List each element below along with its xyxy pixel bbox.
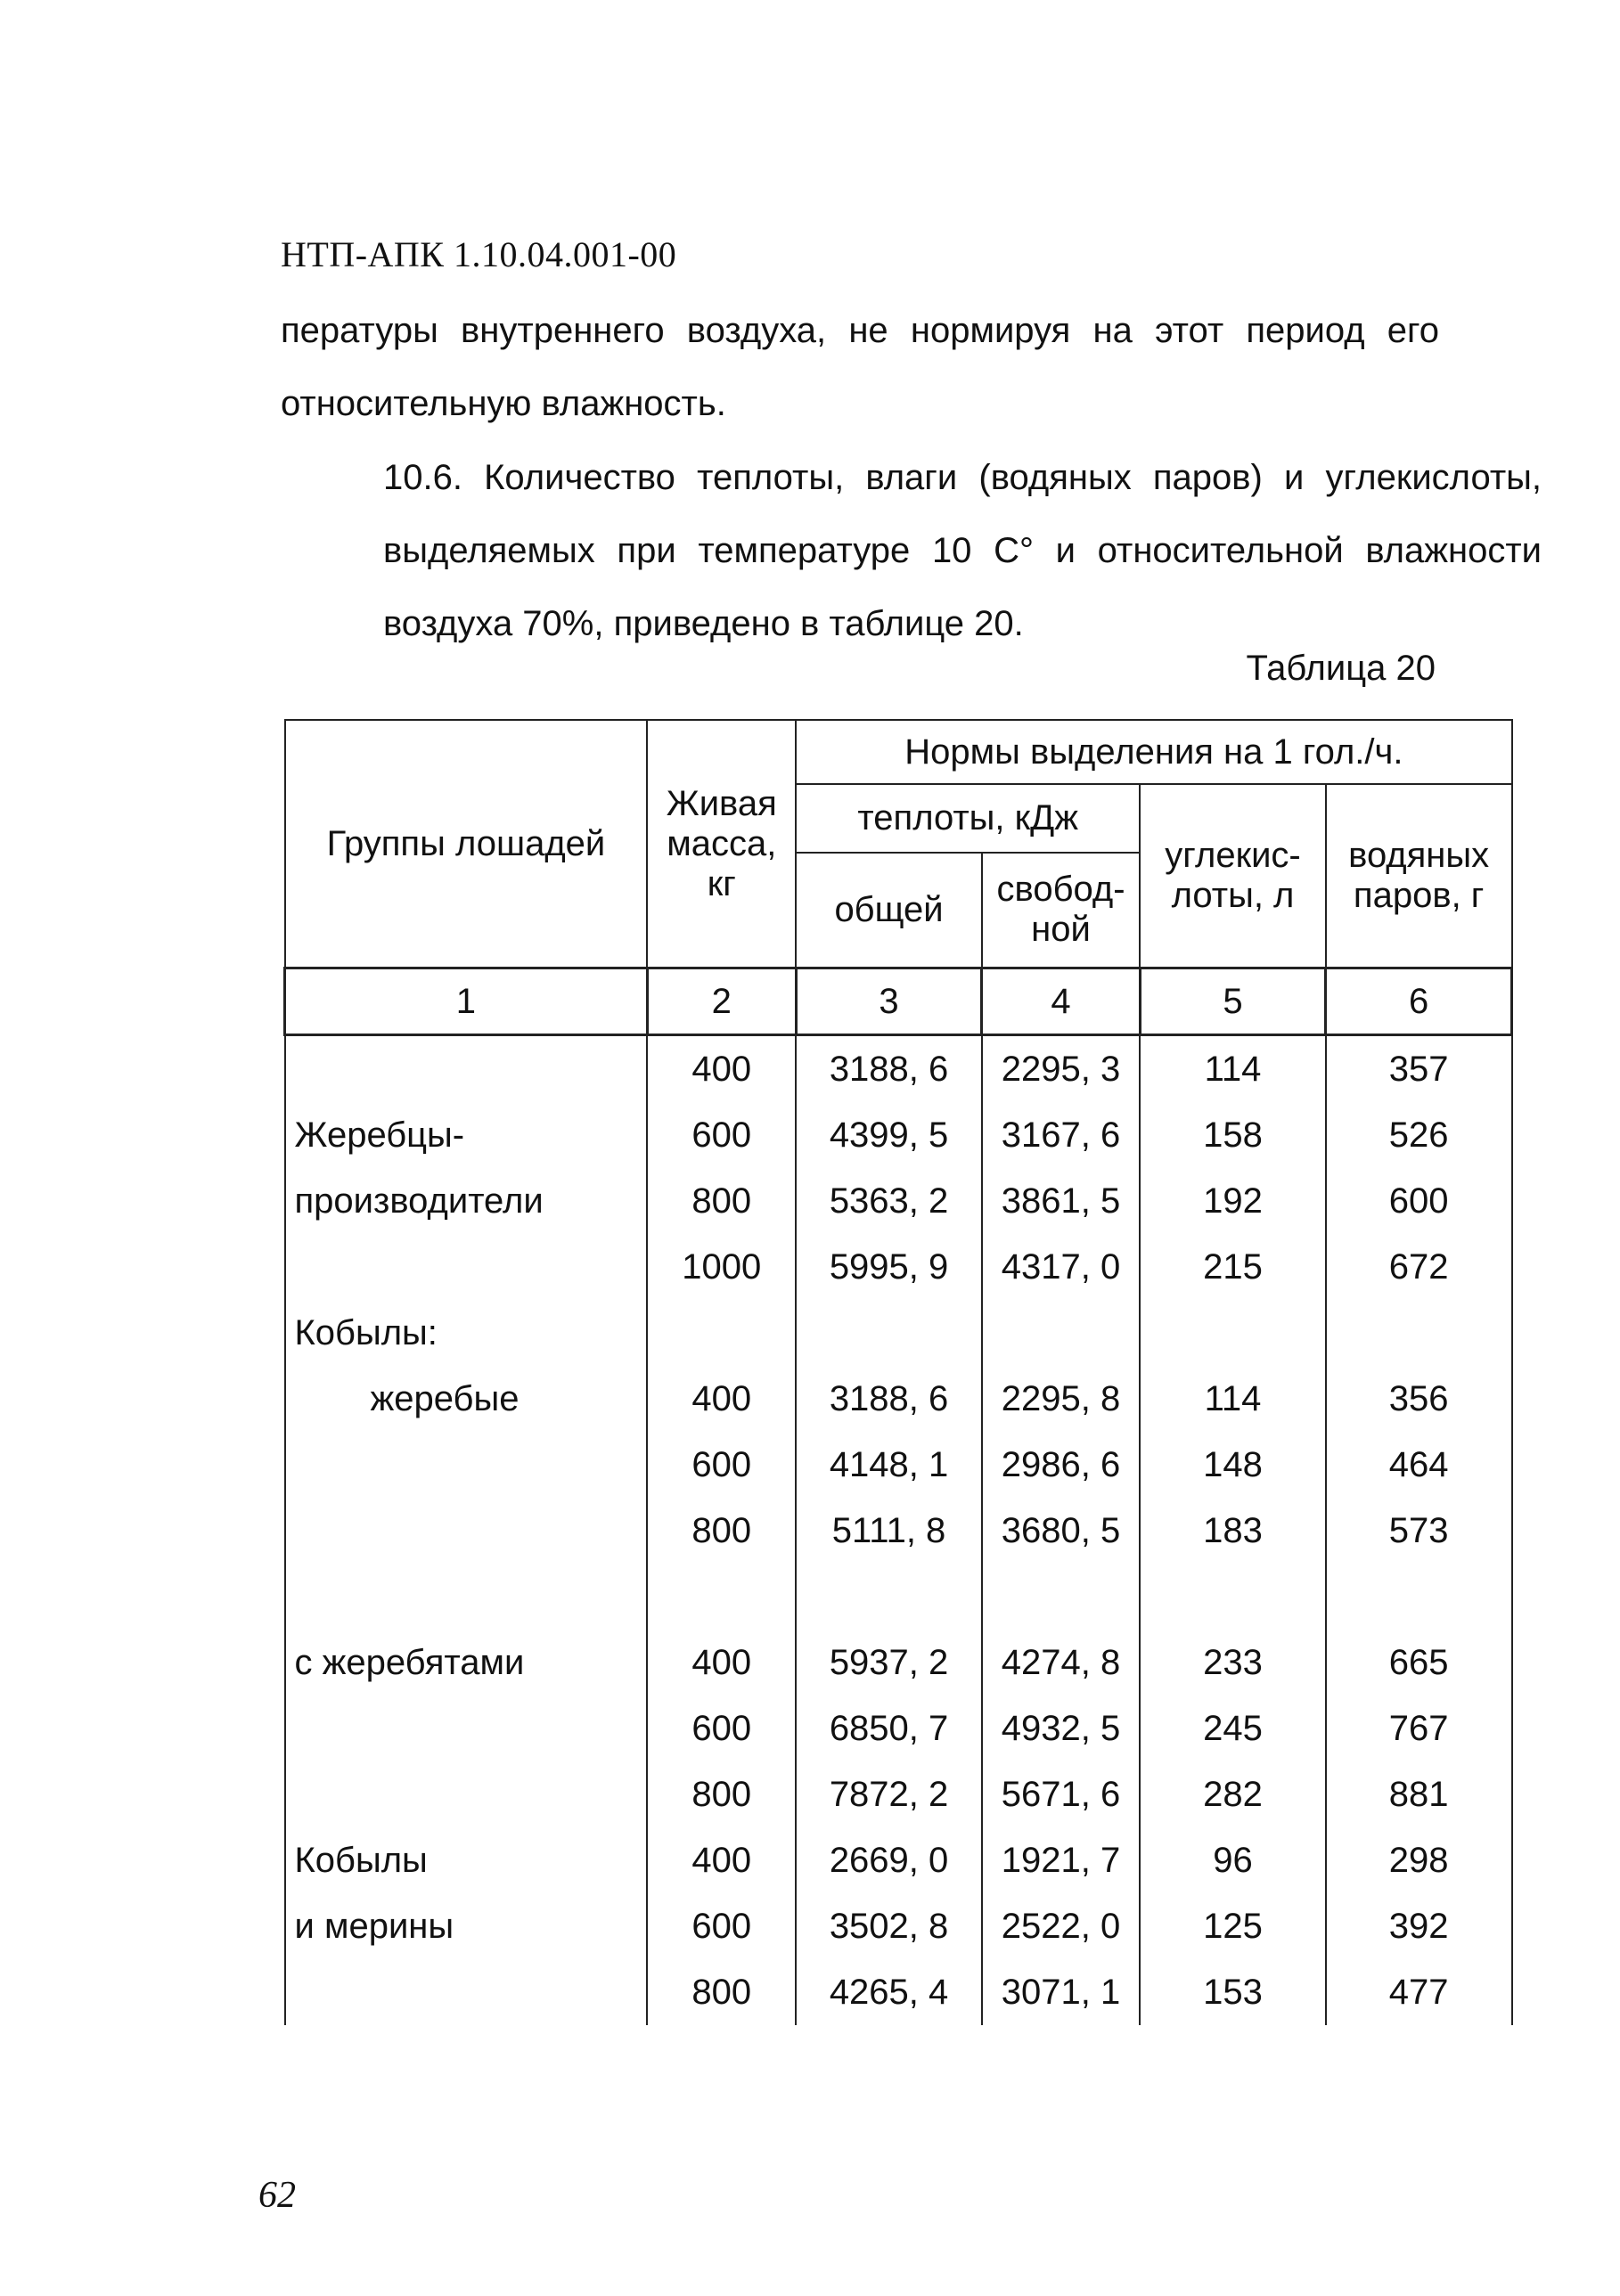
- col-number: 1: [285, 968, 648, 1035]
- cell-group: жеребые: [285, 1366, 648, 1432]
- cell-mass: 600: [647, 1432, 796, 1498]
- cell-heat-free: 2295, 8: [982, 1366, 1140, 1432]
- table-row: [285, 1695, 1512, 1761]
- cell-co2: 125: [1140, 1893, 1326, 1959]
- col-number: 2: [647, 968, 796, 1035]
- cell-group: Жеребцы-: [285, 1102, 648, 1168]
- cell-heat-free: 4274, 8: [982, 1630, 1140, 1695]
- cell-mass: 1000: [647, 1234, 796, 1300]
- cell-mass: 400: [647, 1035, 796, 1103]
- paragraph-continuation: пературы внутреннего воздуха, не нормируя на этот период его относительную влажность.: [281, 311, 1439, 423]
- cell-group: Кобылы:: [285, 1300, 648, 1366]
- cell-heat-total: 3502, 8: [796, 1893, 982, 1959]
- cell-co2: 148: [1140, 1432, 1326, 1498]
- cell-group: Кобылы: [285, 1827, 648, 1893]
- cell-group: [285, 1959, 648, 2025]
- page-number: 62: [258, 2175, 296, 2216]
- table-row: [285, 1432, 1512, 1498]
- cell-heat-total: 4399, 5: [796, 1102, 982, 1168]
- header-co2: углекис-лоты, л: [1140, 784, 1326, 968]
- header-heat-total: общей: [796, 853, 982, 968]
- cell-group: [285, 1564, 648, 1630]
- table-row: [285, 1893, 1512, 1959]
- cell-heat-total: 5995, 9: [796, 1234, 982, 1300]
- cell-heat-free: 3680, 5: [982, 1498, 1140, 1564]
- cell-mass: 600: [647, 1893, 796, 1959]
- cell-group: [285, 1761, 648, 1827]
- cell-vapor: [1326, 1564, 1512, 1630]
- cell-heat-free: 2522, 0: [982, 1893, 1140, 1959]
- cell-mass: 800: [647, 1761, 796, 1827]
- col-number: 5: [1140, 968, 1326, 1035]
- header-vapor: водяных паров, г: [1326, 784, 1512, 968]
- cell-co2: 96: [1140, 1827, 1326, 1893]
- cell-heat-free: 1921, 7: [982, 1827, 1140, 1893]
- cell-mass: 400: [647, 1630, 796, 1695]
- cell-heat-free: [982, 1564, 1140, 1630]
- horse-emissions-table: [283, 719, 1513, 2025]
- cell-vapor: 573: [1326, 1498, 1512, 1564]
- col-number: 4: [982, 968, 1140, 1035]
- cell-vapor: 464: [1326, 1432, 1512, 1498]
- cell-mass: 400: [647, 1366, 796, 1432]
- cell-group: [285, 1234, 648, 1300]
- cell-heat-total: 5937, 2: [796, 1630, 982, 1695]
- cell-heat-total: 5363, 2: [796, 1168, 982, 1234]
- cell-group: [285, 1498, 648, 1564]
- cell-vapor: [1326, 1300, 1512, 1366]
- cell-group: [285, 1035, 648, 1103]
- cell-co2: [1140, 1300, 1326, 1366]
- cell-mass: 400: [647, 1827, 796, 1893]
- cell-vapor: 600: [1326, 1168, 1512, 1234]
- cell-vapor: 298: [1326, 1827, 1512, 1893]
- header-heat: теплоты, кДж: [796, 784, 1140, 853]
- cell-heat-total: 4148, 1: [796, 1432, 982, 1498]
- cell-co2: 158: [1140, 1102, 1326, 1168]
- cell-group: [285, 1695, 648, 1761]
- table-row: [285, 1102, 1512, 1168]
- cell-vapor: 881: [1326, 1761, 1512, 1827]
- cell-mass: 800: [647, 1959, 796, 2025]
- header-norms: Нормы выделения на 1 гол./ч.: [796, 720, 1511, 784]
- table-row: [285, 1630, 1512, 1695]
- cell-co2: 245: [1140, 1695, 1326, 1761]
- cell-co2: 153: [1140, 1959, 1326, 2025]
- table-row: [285, 1959, 1512, 2025]
- table-row: [285, 1366, 1512, 1432]
- cell-vapor: 665: [1326, 1630, 1512, 1695]
- cell-heat-free: 3167, 6: [982, 1102, 1140, 1168]
- cell-co2: 192: [1140, 1168, 1326, 1234]
- document-code: НТП-АПК 1.10.04.001-00: [281, 234, 677, 274]
- cell-heat-total: 7872, 2: [796, 1761, 982, 1827]
- cell-group: [285, 1432, 648, 1498]
- cell-heat-total: 6850, 7: [796, 1695, 982, 1761]
- cell-heat-total: 4265, 4: [796, 1959, 982, 2025]
- cell-vapor: 357: [1326, 1035, 1512, 1103]
- cell-vapor: 672: [1326, 1234, 1512, 1300]
- cell-mass: 800: [647, 1168, 796, 1234]
- cell-co2: 282: [1140, 1761, 1326, 1827]
- cell-heat-total: 5111, 8: [796, 1498, 982, 1564]
- header-heat-free: свобод-ной: [982, 853, 1140, 968]
- cell-group: производители: [285, 1168, 648, 1234]
- cell-co2: 233: [1140, 1630, 1326, 1695]
- cell-heat-total: 3188, 6: [796, 1035, 982, 1103]
- table-row: [285, 1498, 1512, 1564]
- cell-heat-free: 4932, 5: [982, 1695, 1140, 1761]
- cell-co2: [1140, 1564, 1326, 1630]
- table-row: [285, 1761, 1512, 1827]
- paragraph-10-6: 10.6. Количество теплоты, влаги (водяных паров) и углекислоты, выделяемых при температуре 10 С° и относительной влажности воздуха 70%, приведено в таблице 20.: [383, 458, 1542, 643]
- col-number: 3: [796, 968, 982, 1035]
- cell-vapor: 356: [1326, 1366, 1512, 1432]
- cell-heat-total: 2669, 0: [796, 1827, 982, 1893]
- cell-mass: 600: [647, 1102, 796, 1168]
- cell-co2: 114: [1140, 1366, 1326, 1432]
- col-number: 6: [1326, 968, 1512, 1035]
- table-row: [285, 1168, 1512, 1234]
- cell-co2: 183: [1140, 1498, 1326, 1564]
- cell-vapor: 767: [1326, 1695, 1512, 1761]
- cell-vapor: 392: [1326, 1893, 1512, 1959]
- cell-group: и мерины: [285, 1893, 648, 1959]
- cell-group: с жеребятами: [285, 1630, 648, 1695]
- cell-heat-total: [796, 1564, 982, 1630]
- cell-heat-free: [982, 1300, 1140, 1366]
- cell-mass: 600: [647, 1695, 796, 1761]
- cell-vapor: 477: [1326, 1959, 1512, 2025]
- cell-mass: [647, 1564, 796, 1630]
- cell-vapor: 526: [1326, 1102, 1512, 1168]
- cell-heat-free: 3861, 5: [982, 1168, 1140, 1234]
- cell-heat-free: 4317, 0: [982, 1234, 1140, 1300]
- header-group: Группы лошадей: [285, 720, 648, 968]
- cell-heat-free: 3071, 1: [982, 1959, 1140, 2025]
- cell-heat-total: [796, 1300, 982, 1366]
- cell-mass: [647, 1300, 796, 1366]
- table-row: [285, 1035, 1512, 1103]
- table-row: [285, 1564, 1512, 1630]
- cell-heat-free: 5671, 6: [982, 1761, 1140, 1827]
- cell-co2: 215: [1140, 1234, 1326, 1300]
- header-mass: Живая масса, кг: [647, 720, 796, 968]
- cell-mass: 800: [647, 1498, 796, 1564]
- cell-heat-free: 2986, 6: [982, 1432, 1140, 1498]
- table-caption: Таблица 20: [1246, 649, 1436, 688]
- table-row: [285, 1827, 1512, 1893]
- cell-heat-total: 3188, 6: [796, 1366, 982, 1432]
- cell-co2: 114: [1140, 1035, 1326, 1103]
- column-number-row: [285, 968, 1512, 1035]
- cell-heat-free: 2295, 3: [982, 1035, 1140, 1103]
- table-row: [285, 1234, 1512, 1300]
- table-row: [285, 1300, 1512, 1366]
